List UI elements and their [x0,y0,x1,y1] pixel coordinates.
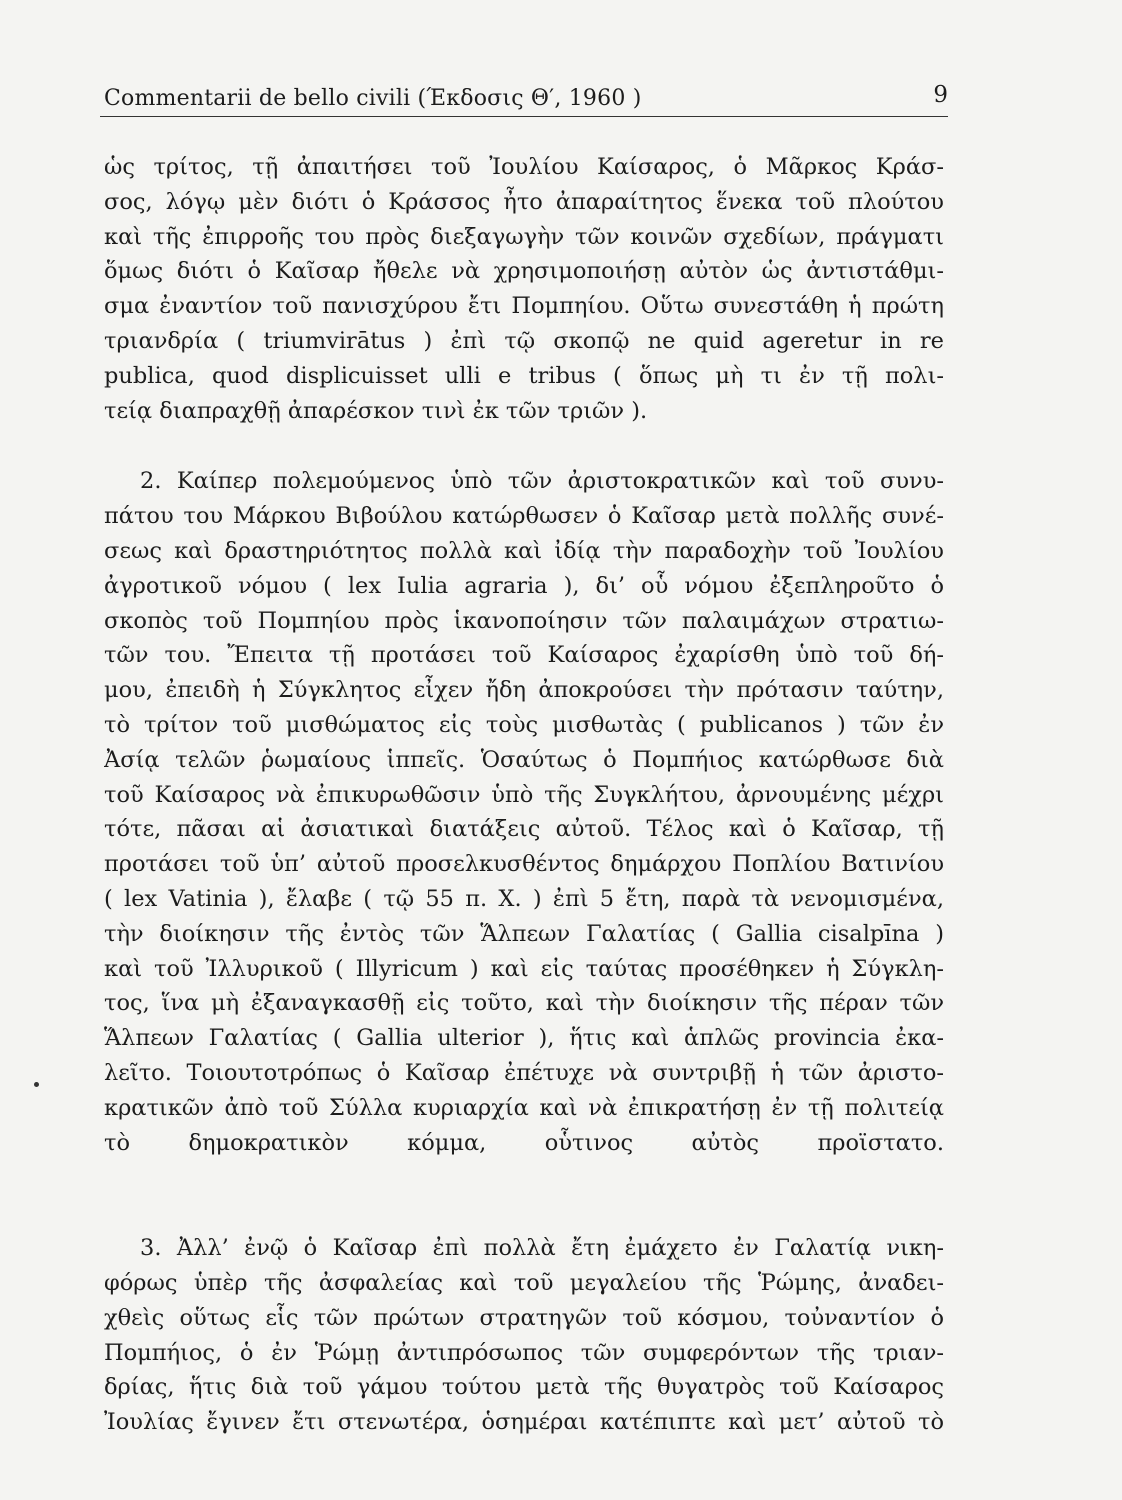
ink-speck [34,1082,39,1087]
body-text [104,150,944,1440]
text-line: φόρως ὑπὲρ τῆς ἀσφαλείας καὶ τοῦ μεγαλείου τῆς Ῥώμης, ἀναδει- [104,1269,944,1296]
text-line: ( lex Vatinia ), ἔλαβε ( τῷ 55 π. Χ. ) ἐπὶ 5 ἔτη, παρὰ τὰ νενομισμένα, [104,885,944,912]
text-line: τὸ δημοκρατικὸν κόμμα, οὗτινος αὐτὸς προϊστατο. [104,1129,944,1156]
paragraph-2 [104,464,944,1195]
text-line: ἀγροτικοῦ νόμου ( lex Iulia agraria ), δι’ οὗ νόμου ἐξεπληροῦτο ὁ [104,572,944,599]
running-title: Commentarii de bello civili (Έκδοσις Θ′, 1960 ) [104,86,642,111]
paragraph-gap [104,1195,944,1231]
text-line: τος, ἵνα μὴ ἐξαναγκασθῇ εἰς τοῦτο, καὶ τὴν διοίκησιν τῆς πέραν τῶν [104,990,944,1017]
text-line: λεῖτο. Τοιουτοτρόπως ὁ Καῖσαρ ἐπέτυχε νὰ συντριβῇ ἡ τῶν ἀριστο- [104,1059,944,1086]
text-line: ὅμως διότι ὁ Καῖσαρ ἤθελε νὰ χρησιμοποιήσῃ αὐτὸν ὡς ἀντιστάθμι- [104,258,944,285]
text-line: publica, quod displicuisset ulli e tribus ( ὅπως μὴ τι ἐν τῇ πολι- [104,362,944,389]
text-line: ὡς τρίτος, τῇ ἀπαιτήσει τοῦ Ἰουλίου Καίσαρος, ὁ Μᾶρκος Κράσ- [104,154,944,180]
text-line: καὶ τῆς ἐπιρροῆς του πρὸς διεξαγωγὴν τῶν κοινῶν σχεδίων, πράγματι [104,223,944,250]
text-line: κρατικῶν ἀπὸ τοῦ Σύλλα κυριαρχία καὶ νὰ ἐπικρατήσῃ ἐν τῇ πολιτείᾳ [104,1094,944,1121]
text-line: σμα ἐναντίον τοῦ πανισχύρου ἔτι Πομπηίου. Οὕτω συνεστάθη ἡ πρώτη [104,293,944,320]
text-line: Ἰουλίας ἔγινεν ἔτι στενωτέρα, ὁσημέραι κατέπιπτε καὶ μετ’ αὐτοῦ τὸ [104,1409,944,1436]
text-line [104,1160,944,1195]
text-line: Ἅλπεων Γαλατίας ( Gallia ulterior ), ἥτις καὶ ἁπλῶς provincia ἐκα- [104,1025,944,1052]
text-line: τῶν του. Ἔπειτα τῇ προτάσει τοῦ Καίσαρος ἐχαρίσθη ὑπὸ τοῦ δή- [104,642,944,669]
text-line: σκοπὸς τοῦ Πομπηίου πρὸς ἱκανοποίησιν τῶν παλαιμάχων στρατιω- [104,607,944,634]
text-line: σεως καὶ δραστηριότητος πολλὰ καὶ ἰδίᾳ τὴν παραδοχὴν τοῦ Ἰουλίου [104,537,944,564]
paragraph-gap [104,428,944,464]
text-line: 3. Ἀλλ’ ἐνῷ ὁ Καῖσαρ ἐπὶ πολλὰ ἔτη ἐμάχετο ἐν Γαλατίᾳ νικη- [140,1235,944,1262]
text-line: τὸ τρίτον τοῦ μισθώματος εἰς τοὺς μισθωτὰς ( publicanos ) τῶν ἐν [104,711,944,738]
text-line: τριανδρία ( triumvirātus ) ἐπὶ τῷ σκοπῷ ne quid ageretur in re [104,327,944,354]
page-header [104,82,948,116]
text-line: σος, λόγῳ μὲν διότι ὁ Κράσσος ἦτο ἀπαραίτητος ἕνεκα τοῦ πλούτου [104,188,944,215]
text-line: τότε, πᾶσαι αἱ ἀσιατικαὶ διατάξεις αὐτοῦ. Τέλος καὶ ὁ Καῖσαρ, τῇ [104,816,944,843]
header-rule [100,116,948,117]
text-line: τείᾳ διαπραχθῇ ἀπαρέσκον τινὶ ἐκ τῶν τριῶν ). [104,397,648,424]
page-number: 9 [933,82,948,108]
paragraph-1 [104,150,944,428]
text-line: προτάσει τοῦ ὑπ’ αὐτοῦ προσελκυσθέντος δημάρχου Ποπλίου Βατινίου [104,851,944,878]
text-line: τοῦ Καίσαρος νὰ ἐπικυρωθῶσιν ὑπὸ τῆς Συγκλήτου, ἀρνουμένης μέχρι [104,781,944,808]
text-line: χθεὶς οὕτως εἷς τῶν πρώτων στρατηγῶν τοῦ κόσμου, τοὐναντίον ὁ [104,1304,944,1331]
paragraph-3 [104,1231,944,1440]
text-line: πάτου του Μάρκου Βιβούλου κατώρθωσεν ὁ Καῖσαρ μετὰ πολλῆς συνέ- [104,503,944,530]
text-line: Πομπήιος, ὁ ἐν Ῥώμῃ ἀντιπρόσωπος τῶν συμφερόντων τῆς τριαν- [104,1339,944,1366]
text-line: Ἀσίᾳ τελῶν ῥωμαίους ἱππεῖς. Ὁσαύτως ὁ Πομπήιος κατώρθωσε διὰ [104,746,944,773]
text-line: τὴν διοίκησιν τῆς ἐντὸς τῶν Ἅλπεων Γαλατίας ( Gallia cisalpīna ) [104,920,944,947]
text-line: μου, ἐπειδὴ ἡ Σύγκλητος εἶχεν ἤδη ἀποκρούσει τὴν πρότασιν ταύτην, [104,677,944,704]
text-line: δρίας, ἥτις διὰ τοῦ γάμου τούτου μετὰ τῆς θυγατρὸς τοῦ Καίσαρος [104,1374,944,1401]
text-line: 2. Καίπερ πολεμούμενος ὑπὸ τῶν ἀριστοκρατικῶν καὶ τοῦ συνυ- [140,468,944,495]
text-line: καὶ τοῦ Ἰλλυρικοῦ ( Illyricum ) καὶ εἰς ταύτας προσέθηκεν ἡ Σύγκλη- [104,955,944,982]
